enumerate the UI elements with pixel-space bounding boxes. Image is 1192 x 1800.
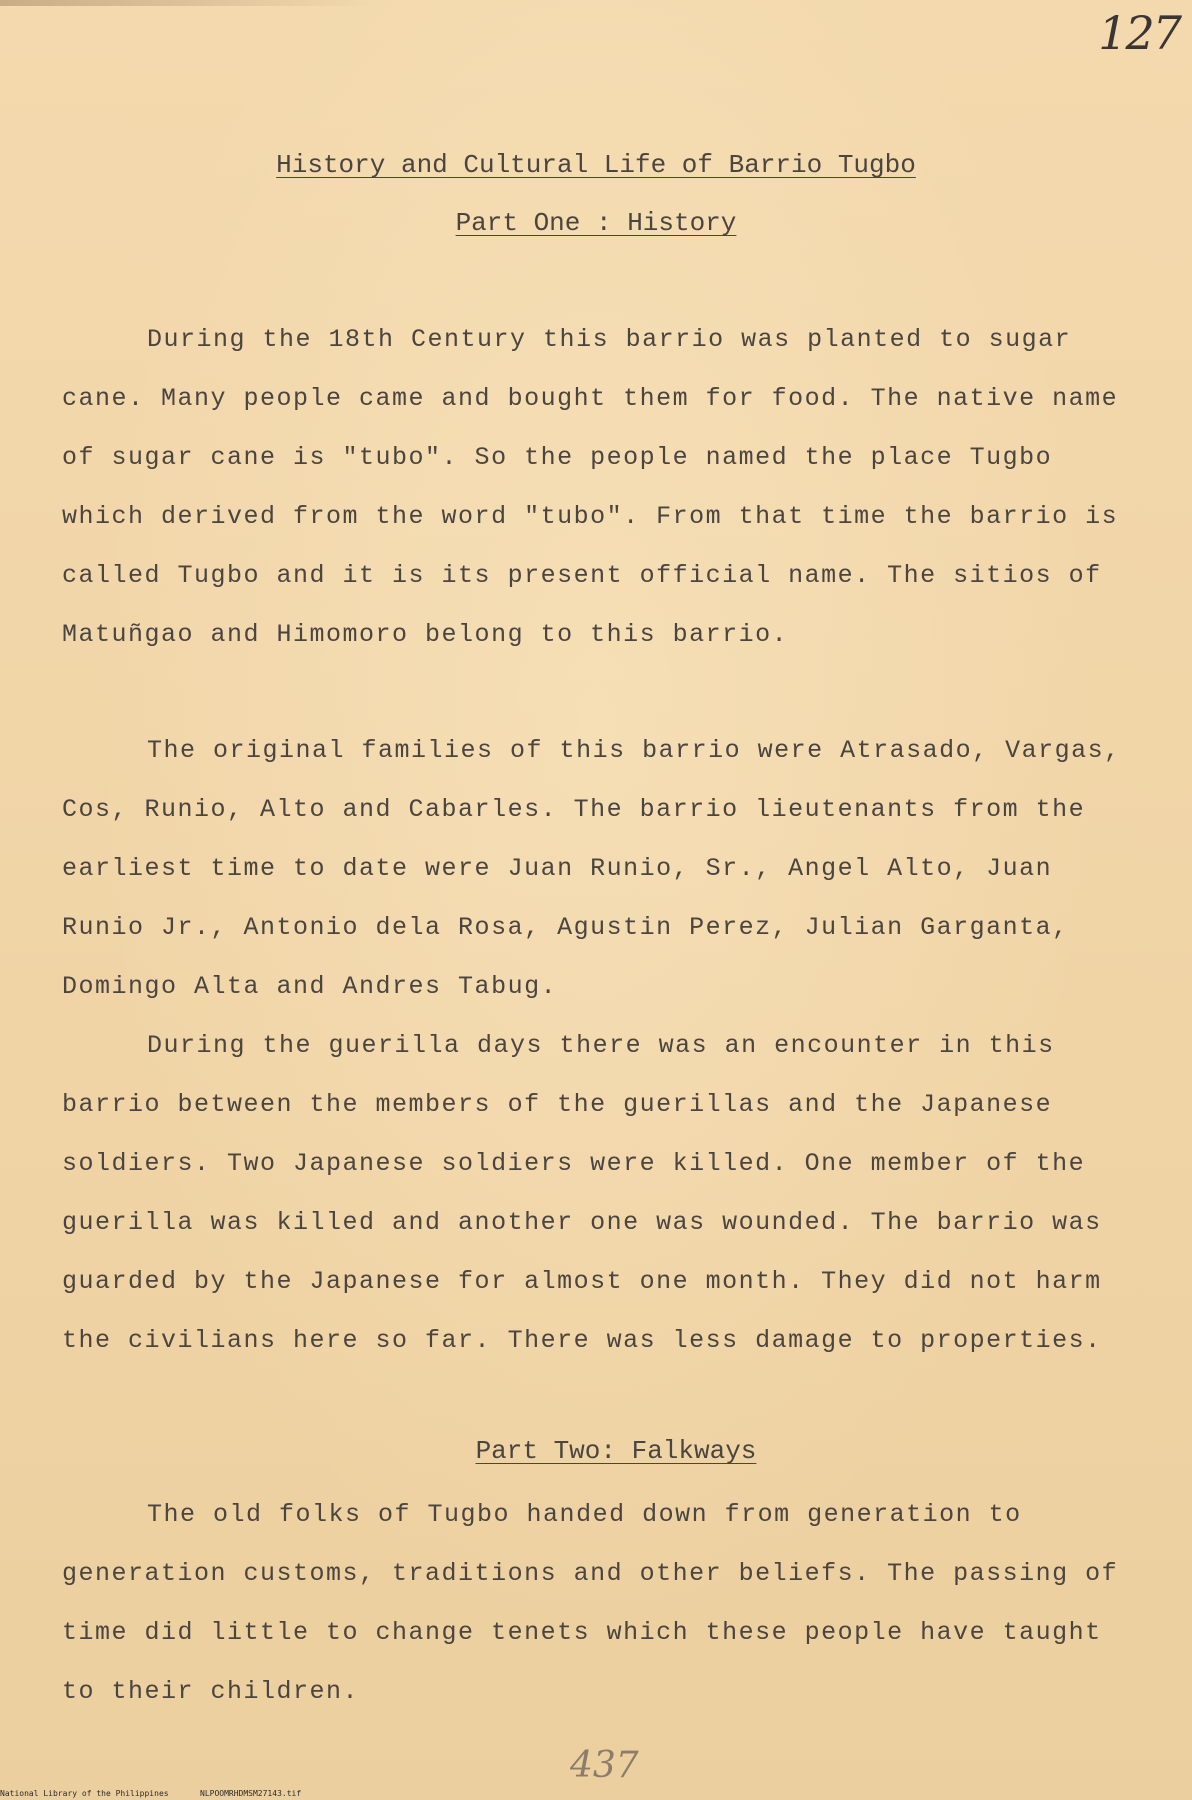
paragraph-original-families: The original families of this barrio were Atrasado, Vargas, Cos, Runio, Alto and Cabarles. The barrio lieutenants from the earliest time to date were Juan Runio, Sr., Angel Alto, Juan Runio Jr., Antonio dela Rosa, Agustin Perez, Julian Garganta, Domingo Alta and Andres Tabug. [62,736,1121,1001]
paragraph-folkways: The old folks of Tugbo handed down from generation to generation customs, traditions and other beliefs. The passing of time did little to change tenets which these people have taught to their children. [62,1500,1119,1706]
part-two-heading: Part Two: Falkways [475,1436,757,1466]
handwritten-stamp-number: 437 [570,1745,639,1786]
part-one-heading: Part One : History [455,208,737,238]
paper-edge-stain [0,0,380,6]
footer-file-id: NLPOOMRHDMSM27143.tif [200,1789,302,1798]
paragraph-guerilla-days: During the guerilla days there was an encounter in this barrio between the members of the guerillas and the Japanese soldiers. Two Japanese soldiers were killed. One member of the guerilla was killed and another one was wounded. The barrio was guarded by the Japanese for almost one month. They did not harm the civilians here so far. There was less damage to properties. [62,1031,1102,1355]
paragraph-history-origin: During the 18th Century this barrio was planted to sugar cane. Many people came and bought them for food. The native name of sugar cane is "tubo". So the people named the place Tugbo which derived from the word "tubo". From that time the barrio is called Tugbo and it is its present official name. The sitios of Matuñgao and Himomoro belong to this barrio. [62,325,1119,649]
footer-source: National Library of the Philippines [0,1789,169,1798]
handwritten-page-number: 127 [1098,6,1180,60]
document-title: History and Cultural Life of Barrio Tugbo [276,150,916,180]
